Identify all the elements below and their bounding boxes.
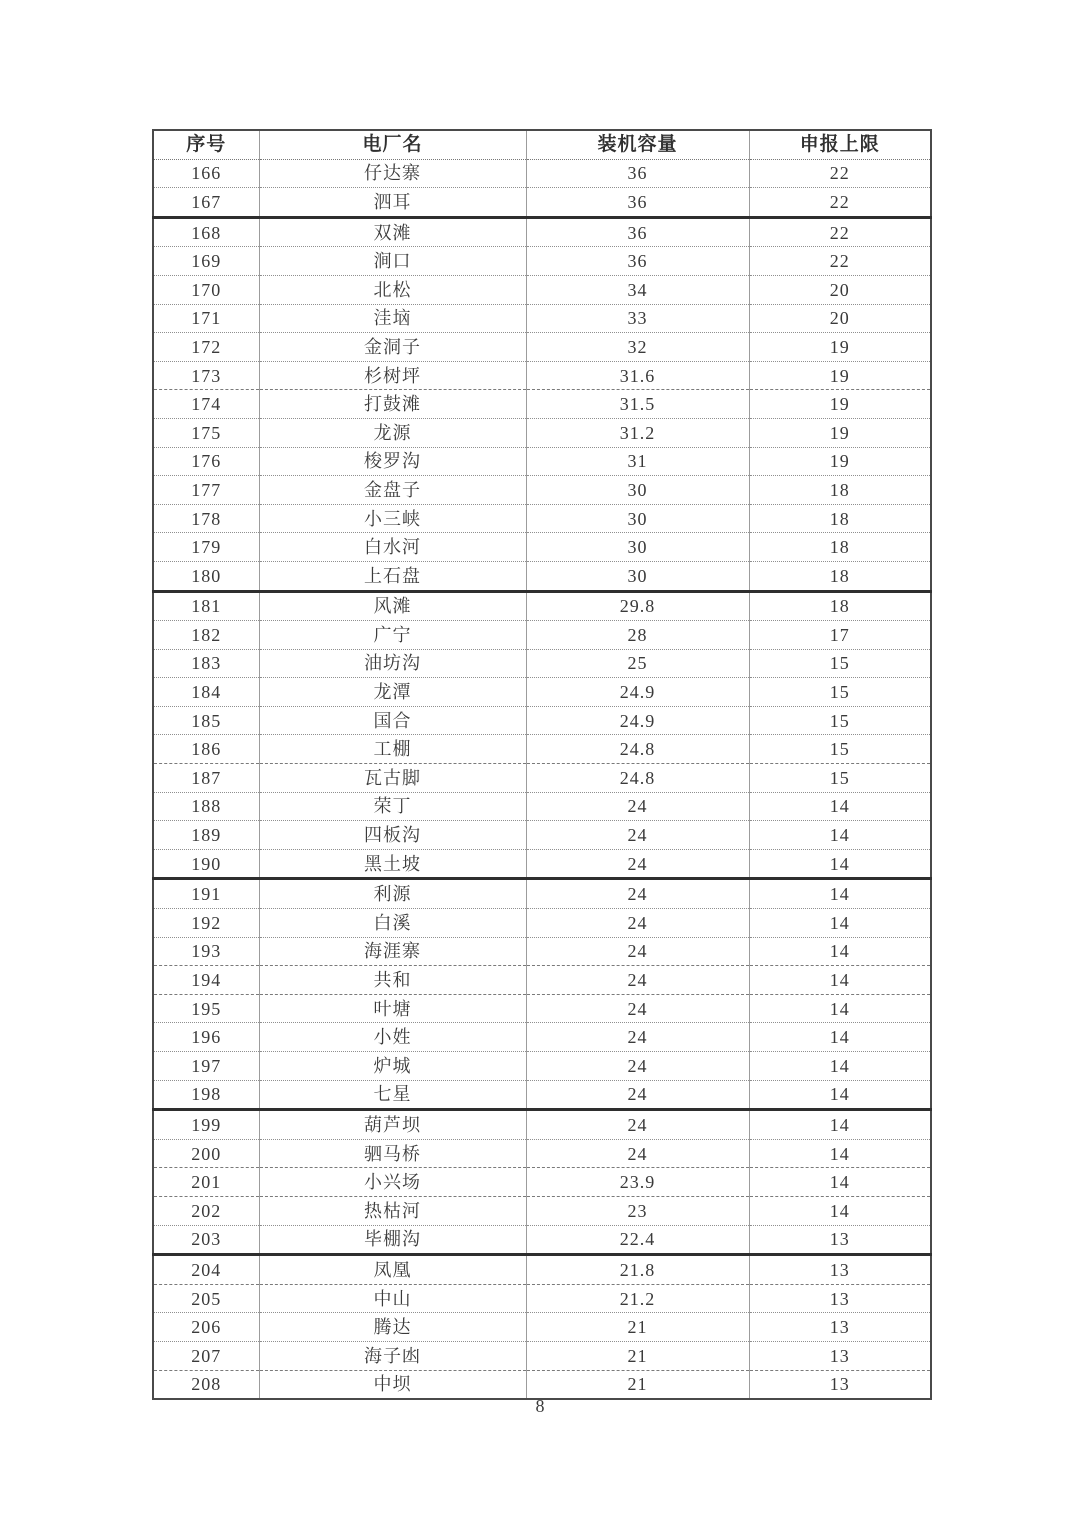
table-row bbox=[153, 678, 931, 707]
cell-declared-limit: 15 bbox=[749, 706, 931, 735]
table-row bbox=[153, 937, 931, 966]
cell-index: 200 bbox=[153, 1139, 259, 1168]
cell-declared-limit: 13 bbox=[749, 1341, 931, 1370]
cell-index: 206 bbox=[153, 1313, 259, 1342]
cell-capacity: 22.4 bbox=[526, 1225, 749, 1255]
table-row bbox=[153, 1341, 931, 1370]
cell-index: 170 bbox=[153, 275, 259, 304]
table-row bbox=[153, 333, 931, 362]
cell-plant-name: 炉城 bbox=[259, 1052, 526, 1081]
cell-declared-limit: 13 bbox=[749, 1225, 931, 1255]
cell-declared-limit: 14 bbox=[749, 792, 931, 821]
cell-capacity: 24 bbox=[526, 909, 749, 938]
cell-declared-limit: 22 bbox=[749, 247, 931, 276]
cell-capacity: 24 bbox=[526, 994, 749, 1023]
cell-plant-name: 腾达 bbox=[259, 1313, 526, 1342]
cell-declared-limit: 14 bbox=[749, 1052, 931, 1081]
cell-index: 207 bbox=[153, 1341, 259, 1370]
cell-capacity: 24 bbox=[526, 792, 749, 821]
cell-index: 180 bbox=[153, 561, 259, 591]
cell-declared-limit: 14 bbox=[749, 937, 931, 966]
cell-plant-name: 小姓 bbox=[259, 1023, 526, 1052]
table-row bbox=[153, 994, 931, 1023]
cell-plant-name: 荣丁 bbox=[259, 792, 526, 821]
cell-plant-name: 金盘子 bbox=[259, 476, 526, 505]
cell-index: 183 bbox=[153, 649, 259, 678]
table-row bbox=[153, 966, 931, 995]
table-row bbox=[153, 849, 931, 879]
cell-index: 198 bbox=[153, 1080, 259, 1110]
cell-plant-name: 热枯河 bbox=[259, 1196, 526, 1225]
cell-plant-name: 龙源 bbox=[259, 418, 526, 447]
cell-declared-limit: 15 bbox=[749, 764, 931, 793]
cell-declared-limit: 14 bbox=[749, 1023, 931, 1052]
cell-index: 186 bbox=[153, 735, 259, 764]
cell-index: 174 bbox=[153, 390, 259, 419]
cell-plant-name: 中坝 bbox=[259, 1370, 526, 1399]
cell-index: 167 bbox=[153, 188, 259, 218]
cell-index: 194 bbox=[153, 966, 259, 995]
table-row bbox=[153, 533, 931, 562]
cell-capacity: 24 bbox=[526, 1080, 749, 1110]
cell-index: 179 bbox=[153, 533, 259, 562]
cell-declared-limit: 14 bbox=[749, 1080, 931, 1110]
table-row bbox=[153, 792, 931, 821]
table-row bbox=[153, 476, 931, 505]
cell-index: 191 bbox=[153, 879, 259, 909]
cell-declared-limit: 15 bbox=[749, 649, 931, 678]
table-row bbox=[153, 735, 931, 764]
table-row bbox=[153, 1052, 931, 1081]
cell-index: 202 bbox=[153, 1196, 259, 1225]
cell-capacity: 24 bbox=[526, 821, 749, 850]
table-row bbox=[153, 447, 931, 476]
cell-index: 192 bbox=[153, 909, 259, 938]
cell-plant-name: 油坊沟 bbox=[259, 649, 526, 678]
cell-declared-limit: 22 bbox=[749, 159, 931, 188]
cell-capacity: 23.9 bbox=[526, 1168, 749, 1197]
cell-index: 193 bbox=[153, 937, 259, 966]
table-header-row bbox=[153, 130, 931, 159]
cell-capacity: 31.6 bbox=[526, 361, 749, 390]
cell-index: 203 bbox=[153, 1225, 259, 1255]
cell-capacity: 32 bbox=[526, 333, 749, 362]
cell-plant-name: 黑土坡 bbox=[259, 849, 526, 879]
cell-capacity: 24.8 bbox=[526, 764, 749, 793]
cell-plant-name: 驷马桥 bbox=[259, 1139, 526, 1168]
cell-declared-limit: 14 bbox=[749, 821, 931, 850]
cell-capacity: 30 bbox=[526, 476, 749, 505]
table-row bbox=[153, 591, 931, 621]
cell-plant-name: 小兴场 bbox=[259, 1168, 526, 1197]
table-row bbox=[153, 418, 931, 447]
cell-capacity: 21.8 bbox=[526, 1255, 749, 1285]
cell-index: 168 bbox=[153, 217, 259, 247]
col-header-capacity: 装机容量 bbox=[526, 130, 749, 159]
cell-plant-name: 白溪 bbox=[259, 909, 526, 938]
cell-declared-limit: 13 bbox=[749, 1370, 931, 1399]
cell-capacity: 31.2 bbox=[526, 418, 749, 447]
cell-plant-name: 洼垴 bbox=[259, 304, 526, 333]
cell-capacity: 24 bbox=[526, 937, 749, 966]
table-row bbox=[153, 275, 931, 304]
cell-capacity: 24 bbox=[526, 966, 749, 995]
cell-declared-limit: 14 bbox=[749, 849, 931, 879]
cell-capacity: 24 bbox=[526, 849, 749, 879]
cell-capacity: 36 bbox=[526, 247, 749, 276]
cell-plant-name: 涧口 bbox=[259, 247, 526, 276]
cell-declared-limit: 18 bbox=[749, 561, 931, 591]
cell-capacity: 36 bbox=[526, 217, 749, 247]
cell-plant-name: 毕棚沟 bbox=[259, 1225, 526, 1255]
cell-capacity: 21 bbox=[526, 1313, 749, 1342]
table-row bbox=[153, 304, 931, 333]
cell-plant-name: 瓦古脚 bbox=[259, 764, 526, 793]
cell-index: 205 bbox=[153, 1284, 259, 1313]
table-row bbox=[153, 821, 931, 850]
cell-index: 176 bbox=[153, 447, 259, 476]
table-row bbox=[153, 1196, 931, 1225]
cell-capacity: 33 bbox=[526, 304, 749, 333]
table-row bbox=[153, 1168, 931, 1197]
table-row bbox=[153, 1080, 931, 1110]
cell-capacity: 24 bbox=[526, 879, 749, 909]
table-row bbox=[153, 764, 931, 793]
cell-declared-limit: 13 bbox=[749, 1255, 931, 1285]
cell-capacity: 28 bbox=[526, 621, 749, 650]
table-row bbox=[153, 159, 931, 188]
cell-plant-name: 叶塘 bbox=[259, 994, 526, 1023]
table-row bbox=[153, 1023, 931, 1052]
cell-capacity: 25 bbox=[526, 649, 749, 678]
cell-index: 173 bbox=[153, 361, 259, 390]
cell-plant-name: 国合 bbox=[259, 706, 526, 735]
cell-plant-name: 北松 bbox=[259, 275, 526, 304]
cell-index: 199 bbox=[153, 1110, 259, 1140]
cell-capacity: 24 bbox=[526, 1110, 749, 1140]
cell-declared-limit: 20 bbox=[749, 275, 931, 304]
cell-declared-limit: 18 bbox=[749, 591, 931, 621]
cell-capacity: 24 bbox=[526, 1052, 749, 1081]
cell-capacity: 30 bbox=[526, 561, 749, 591]
cell-capacity: 23 bbox=[526, 1196, 749, 1225]
col-header-declared-limit: 申报上限 bbox=[749, 130, 931, 159]
cell-index: 178 bbox=[153, 504, 259, 533]
cell-capacity: 24.9 bbox=[526, 706, 749, 735]
table-row bbox=[153, 247, 931, 276]
table-row bbox=[153, 217, 931, 247]
cell-index: 172 bbox=[153, 333, 259, 362]
cell-plant-name: 上石盘 bbox=[259, 561, 526, 591]
table-row bbox=[153, 879, 931, 909]
cell-index: 185 bbox=[153, 706, 259, 735]
cell-declared-limit: 18 bbox=[749, 533, 931, 562]
cell-declared-limit: 14 bbox=[749, 879, 931, 909]
cell-declared-limit: 19 bbox=[749, 361, 931, 390]
cell-capacity: 36 bbox=[526, 188, 749, 218]
cell-plant-name: 海子凼 bbox=[259, 1341, 526, 1370]
cell-index: 184 bbox=[153, 678, 259, 707]
table-row bbox=[153, 1110, 931, 1140]
cell-declared-limit: 19 bbox=[749, 390, 931, 419]
cell-capacity: 21 bbox=[526, 1341, 749, 1370]
cell-declared-limit: 22 bbox=[749, 188, 931, 218]
cell-plant-name: 双滩 bbox=[259, 217, 526, 247]
cell-plant-name: 葫芦坝 bbox=[259, 1110, 526, 1140]
cell-declared-limit: 13 bbox=[749, 1313, 931, 1342]
table-row bbox=[153, 188, 931, 218]
cell-plant-name: 杉树坪 bbox=[259, 361, 526, 390]
cell-capacity: 31.5 bbox=[526, 390, 749, 419]
cell-declared-limit: 19 bbox=[749, 333, 931, 362]
cell-capacity: 30 bbox=[526, 533, 749, 562]
cell-plant-name: 小三峡 bbox=[259, 504, 526, 533]
cell-capacity: 30 bbox=[526, 504, 749, 533]
cell-declared-limit: 19 bbox=[749, 447, 931, 476]
table-row bbox=[153, 1313, 931, 1342]
table-row bbox=[153, 561, 931, 591]
power-plants-table bbox=[152, 129, 932, 1400]
cell-index: 201 bbox=[153, 1168, 259, 1197]
cell-plant-name: 泗耳 bbox=[259, 188, 526, 218]
cell-index: 175 bbox=[153, 418, 259, 447]
col-header-plant-name: 电厂名 bbox=[259, 130, 526, 159]
cell-index: 177 bbox=[153, 476, 259, 505]
cell-plant-name: 工棚 bbox=[259, 735, 526, 764]
cell-plant-name: 白水河 bbox=[259, 533, 526, 562]
table-row bbox=[153, 390, 931, 419]
cell-plant-name: 仔达寨 bbox=[259, 159, 526, 188]
cell-capacity: 21 bbox=[526, 1370, 749, 1399]
cell-capacity: 24.9 bbox=[526, 678, 749, 707]
cell-declared-limit: 17 bbox=[749, 621, 931, 650]
cell-index: 197 bbox=[153, 1052, 259, 1081]
col-header-index: 序号 bbox=[153, 130, 259, 159]
cell-plant-name: 共和 bbox=[259, 966, 526, 995]
cell-plant-name: 风滩 bbox=[259, 591, 526, 621]
cell-index: 208 bbox=[153, 1370, 259, 1399]
cell-index: 189 bbox=[153, 821, 259, 850]
cell-plant-name: 利源 bbox=[259, 879, 526, 909]
cell-index: 190 bbox=[153, 849, 259, 879]
cell-index: 166 bbox=[153, 159, 259, 188]
cell-index: 204 bbox=[153, 1255, 259, 1285]
cell-plant-name: 凤凰 bbox=[259, 1255, 526, 1285]
cell-plant-name: 打鼓滩 bbox=[259, 390, 526, 419]
cell-index: 169 bbox=[153, 247, 259, 276]
cell-plant-name: 七星 bbox=[259, 1080, 526, 1110]
cell-declared-limit: 18 bbox=[749, 504, 931, 533]
cell-plant-name: 四板沟 bbox=[259, 821, 526, 850]
cell-plant-name: 广宁 bbox=[259, 621, 526, 650]
cell-index: 171 bbox=[153, 304, 259, 333]
cell-declared-limit: 14 bbox=[749, 994, 931, 1023]
cell-capacity: 34 bbox=[526, 275, 749, 304]
table-row bbox=[153, 909, 931, 938]
cell-declared-limit: 15 bbox=[749, 678, 931, 707]
cell-index: 196 bbox=[153, 1023, 259, 1052]
cell-declared-limit: 14 bbox=[749, 1110, 931, 1140]
cell-declared-limit: 13 bbox=[749, 1284, 931, 1313]
cell-plant-name: 金洞子 bbox=[259, 333, 526, 362]
cell-capacity: 31 bbox=[526, 447, 749, 476]
cell-index: 187 bbox=[153, 764, 259, 793]
cell-capacity: 29.8 bbox=[526, 591, 749, 621]
table-row bbox=[153, 1225, 931, 1255]
table-row bbox=[153, 1139, 931, 1168]
cell-declared-limit: 14 bbox=[749, 909, 931, 938]
table-row bbox=[153, 1370, 931, 1399]
cell-capacity: 24 bbox=[526, 1023, 749, 1052]
cell-index: 182 bbox=[153, 621, 259, 650]
cell-index: 195 bbox=[153, 994, 259, 1023]
table-row bbox=[153, 649, 931, 678]
cell-plant-name: 梭罗沟 bbox=[259, 447, 526, 476]
cell-declared-limit: 20 bbox=[749, 304, 931, 333]
cell-capacity: 24.8 bbox=[526, 735, 749, 764]
cell-declared-limit: 14 bbox=[749, 966, 931, 995]
table-row bbox=[153, 1255, 931, 1285]
cell-capacity: 36 bbox=[526, 159, 749, 188]
cell-capacity: 21.2 bbox=[526, 1284, 749, 1313]
cell-plant-name: 龙潭 bbox=[259, 678, 526, 707]
cell-index: 188 bbox=[153, 792, 259, 821]
cell-capacity: 24 bbox=[526, 1139, 749, 1168]
cell-declared-limit: 14 bbox=[749, 1168, 931, 1197]
table-row bbox=[153, 621, 931, 650]
page-number: 8 bbox=[535, 1396, 545, 1416]
table-row bbox=[153, 361, 931, 390]
cell-declared-limit: 18 bbox=[749, 476, 931, 505]
table-row bbox=[153, 1284, 931, 1313]
table-row bbox=[153, 504, 931, 533]
cell-declared-limit: 19 bbox=[749, 418, 931, 447]
table-row bbox=[153, 706, 931, 735]
cell-plant-name: 中山 bbox=[259, 1284, 526, 1313]
cell-declared-limit: 22 bbox=[749, 217, 931, 247]
cell-plant-name: 海涯寨 bbox=[259, 937, 526, 966]
cell-declared-limit: 14 bbox=[749, 1139, 931, 1168]
cell-declared-limit: 14 bbox=[749, 1196, 931, 1225]
cell-index: 181 bbox=[153, 591, 259, 621]
cell-declared-limit: 15 bbox=[749, 735, 931, 764]
